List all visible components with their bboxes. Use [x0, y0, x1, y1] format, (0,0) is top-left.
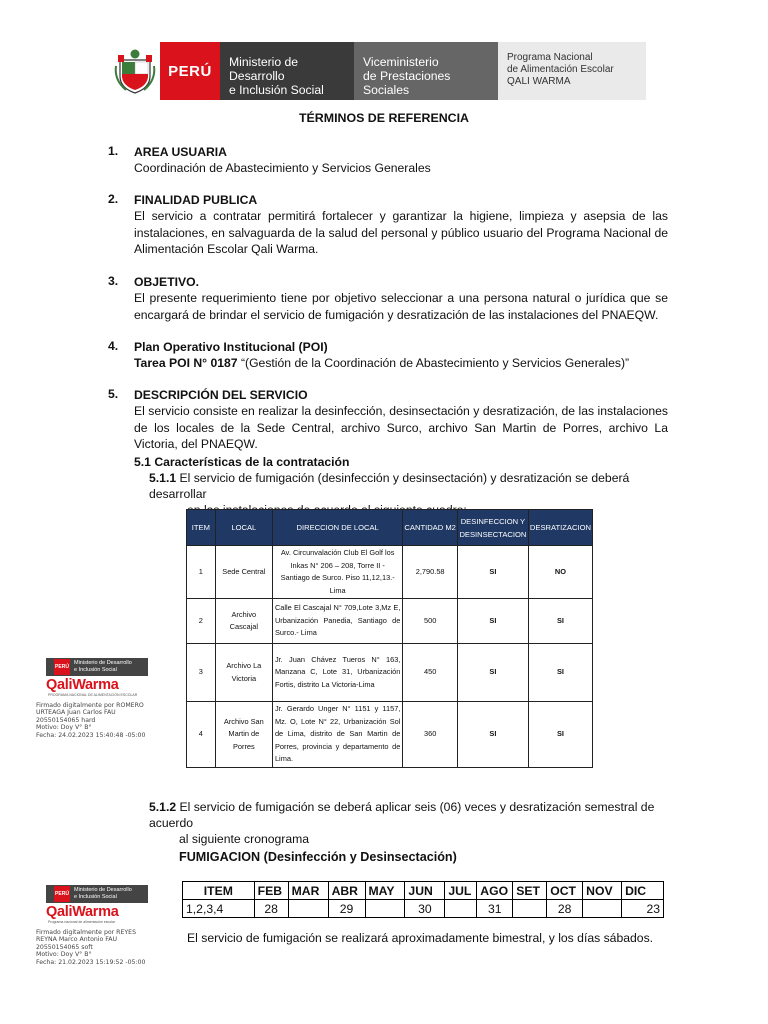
table-header: DESINFECCION Y DESINSECTACION	[457, 510, 528, 546]
cell-desratizacion: NO	[528, 546, 592, 599]
cell-desratizacion: SI	[528, 599, 592, 644]
cell-m2: 2,790.58	[403, 546, 458, 599]
schedule-header: ITEM	[183, 882, 255, 900]
schedule-header: DIC	[622, 882, 664, 900]
header-banner	[108, 42, 648, 100]
schedule-header: MAY	[365, 882, 405, 900]
section-body: El presente requerimiento tiene por objetivo seleccionar a una persona natural o jurídica que se encargará de brindar el servicio de fumigación y desratización de las instalaciones del PNAEQW.	[134, 291, 668, 322]
fumigacion-title: FUMIGACION (Desinfección y Desinsectación)	[179, 850, 457, 864]
section-poi	[108, 339, 668, 372]
section-descripcion	[108, 387, 668, 453]
section-number: 4.	[108, 339, 119, 353]
schedule-header-row	[183, 882, 664, 900]
signature-line: REYNA Marco Antonio FAU	[36, 936, 118, 944]
cell-m2: 450	[403, 644, 458, 702]
cell-item: 4	[187, 702, 216, 768]
section-body: Coordinación de Abastecimiento y Servicios Generales	[134, 161, 431, 175]
schedule-header: FEB	[254, 882, 288, 900]
paragraph-line-1: El servicio de fumigación se deberá aplicar seis (06) veces y desratización semestral de acuerdo	[149, 800, 655, 830]
program-line-2: de Alimentación Escolar	[507, 64, 614, 75]
section-body	[134, 355, 668, 372]
paragraph-line-2: al siguiente cronograma	[179, 832, 310, 846]
table-header: DESRATIZACION	[528, 510, 592, 546]
stamp-ministry-text	[74, 660, 132, 673]
program-line-1: Programa Nacional	[507, 52, 593, 63]
ministry-line-2: e Inclusión Social	[229, 83, 324, 97]
cell-direccion: Jr. Juan Chávez Tueros N° 163, Manzana C, Lote 31, Urbanización Fortis, distrito La Victoria-Lima	[272, 644, 402, 702]
section-area-usuaria	[108, 144, 668, 177]
schedule-header: ABR	[328, 882, 365, 900]
poi-task-description: “(Gestión de la Coordinación de Abastecimiento y Servicios Generales)”	[237, 356, 630, 370]
schedule-header: SET	[513, 882, 547, 900]
signature-details	[36, 929, 146, 966]
paragraph-5-1-2	[149, 799, 663, 847]
schedule-cell: 31	[477, 900, 513, 918]
section-heading: AREA USUARIA	[134, 145, 227, 159]
section-heading: DESCRIPCIÓN DEL SERVICIO	[134, 388, 308, 402]
signature-line: Firmado digitalmente por REYES	[36, 929, 136, 936]
schedule-cell: 23	[622, 900, 664, 918]
stamp-ministry-line: Ministerio de Desarrollo	[74, 887, 132, 893]
schedule-header: JUL	[445, 882, 477, 900]
signature-details	[36, 702, 146, 739]
program-line-3: QALI WARMA	[507, 76, 571, 87]
schedule-cell: 1,2,3,4	[183, 900, 255, 918]
schedule-cell: 28	[547, 900, 583, 918]
cell-desratizacion: SI	[528, 644, 592, 702]
schedule-cell: 30	[405, 900, 445, 918]
program-block	[498, 42, 646, 100]
cell-desinfeccion: SI	[457, 644, 528, 702]
digital-signature-stamp	[36, 885, 146, 966]
stamp-brand: PERÚ	[54, 886, 70, 902]
locales-table	[186, 509, 593, 768]
viceministry-block	[354, 42, 498, 100]
table-row	[187, 702, 593, 768]
signature-line: Firmado digitalmente por ROMERO	[36, 702, 144, 709]
signature-line: URTEAGA Juan Carlos FAU	[36, 709, 116, 717]
schedule-header: MAR	[288, 882, 328, 900]
table-header: CANTIDAD M2	[403, 510, 458, 546]
cell-local: Archivo San Martin de Porres	[215, 702, 272, 768]
closing-note: El servicio de fumigación se realizará aproximadamente bimestral, y los días sábados.	[187, 931, 654, 945]
cell-desinfeccion: SI	[457, 546, 528, 599]
schedule-cell	[583, 900, 622, 918]
qaliwarma-logo: QaliWarma	[46, 904, 119, 920]
schedule-cell	[513, 900, 547, 918]
schedule-header: NOV	[583, 882, 622, 900]
table-header: DIRECCION DE LOCAL	[272, 510, 402, 546]
cell-local: Sede Central	[215, 546, 272, 599]
viceministry-line-1: Viceministerio	[363, 55, 439, 69]
table-header: LOCAL	[215, 510, 272, 546]
qaliwarma-logo: QaliWarma	[46, 677, 119, 693]
cell-item: 2	[187, 599, 216, 644]
cell-desinfeccion: SI	[457, 599, 528, 644]
schedule-cell: 29	[328, 900, 365, 918]
table-header: ITEM	[187, 510, 216, 546]
table-header-row	[187, 510, 593, 546]
schedule-header: JUN	[405, 882, 445, 900]
signature-line: Motivo: Doy V° B°	[36, 951, 92, 959]
cell-local: Archivo Cascajal	[215, 599, 272, 644]
cell-local: Archivo La Victoria	[215, 644, 272, 702]
schedule-row	[183, 900, 664, 918]
table-row	[187, 599, 593, 644]
section-heading: FINALIDAD PUBLICA	[134, 193, 258, 207]
peru-brand: PERÚ	[160, 42, 220, 100]
poi-task-code: Tarea POI N° 0187	[134, 356, 238, 370]
stamp-brand: PERÚ	[54, 659, 70, 675]
cell-item: 3	[187, 644, 216, 702]
schedule-cell: 28	[254, 900, 288, 918]
subsection-title: 5.1 Características de la contratación	[134, 455, 350, 469]
ministry-line-1: Ministerio de Desarrollo	[229, 55, 299, 83]
schedule-header: OCT	[547, 882, 583, 900]
signature-line: Motivo: Doy V° B°	[36, 724, 92, 732]
cell-direccion: Jr. Gerardo Unger N° 1151 y 1157, Mz. O, Lote N° 22, Urbanización Sol de Lima, distrito de San Martin de Porres, provincia y departamento de Lima.	[272, 702, 402, 768]
coat-of-arms-icon	[112, 46, 158, 96]
stamp-ministry-bar	[46, 658, 148, 676]
signature-line: 20550154065 hard	[36, 716, 96, 724]
paragraph-line-1: El servicio de fumigación (desinfección y desinsectación) y desratización se deberá desarrollar	[149, 471, 630, 501]
schedule-cell	[445, 900, 477, 918]
viceministry-line-2: de Prestaciones Sociales	[363, 69, 451, 97]
schedule-cell	[365, 900, 405, 918]
stamp-ministry-line: Ministerio de Desarrollo	[74, 660, 132, 666]
stamp-tagline: PROGRAMA NACIONAL DE ALIMENTACIÓN ESCOLAR	[48, 693, 138, 697]
ministry-block	[220, 42, 354, 100]
stamp-tagline: Programa nacional de alimentación escolar	[48, 920, 116, 924]
schedule-cell	[288, 900, 328, 918]
schedule-table	[182, 881, 664, 918]
paragraph-label: 5.1.1	[149, 471, 177, 485]
signature-line: 20550154065 soft	[36, 943, 93, 951]
section-number: 2.	[108, 192, 119, 206]
cell-direccion: Calle El Cascajal N° 709,Lote 3,Mz E, Urbanización Panedia, Santiago de Surco.- Lima	[272, 599, 402, 644]
section-finalidad	[108, 192, 668, 258]
section-heading: OBJETIVO.	[134, 275, 200, 289]
signature-line: Fecha: 24.02.2023 15:40:48 -05:00	[36, 731, 146, 739]
table-row	[187, 644, 593, 702]
section-number: 5.	[108, 387, 119, 401]
stamp-ministry-line: e Inclusión Social	[74, 666, 117, 673]
section-body: El servicio a contratar permitirá fortalecer y garantizar la higiene, limpieza y asepsia de las instalaciones, en salvaguarda de la salud del personal y público usuario del Programa Nacional de Alimentación Escolar Qali Warma.	[134, 209, 668, 256]
cell-desratizacion: SI	[528, 702, 592, 768]
document-title: TÉRMINOS DE REFERENCIA	[298, 111, 470, 125]
table-row	[187, 546, 593, 599]
paragraph-label: 5.1.2	[149, 800, 177, 814]
stamp-ministry-text	[74, 887, 132, 900]
stamp-ministry-line: e Inclusión Social	[74, 893, 117, 900]
section-body: El servicio consiste en realizar la desinfección, desinsectación y desratización, de las instalaciones de los locales de la Sede Central, archivo Surco, archivo San Martin de Porres, archivo La Victoria, del PNAEQW.	[134, 404, 668, 451]
section-heading: Plan Operativo Institucional (POI)	[134, 340, 328, 354]
cell-m2: 500	[403, 599, 458, 644]
cell-m2: 360	[403, 702, 458, 768]
section-number: 3.	[108, 274, 119, 288]
digital-signature-stamp	[36, 658, 146, 739]
schedule-header: AGO	[477, 882, 513, 900]
cell-direccion: Av. Circunvalación Club El Golf los Inkas N° 206 – 208, Torre II - Santiago de Surco. Piso 11,12,13.- Lima	[272, 546, 402, 599]
cell-desinfeccion: SI	[457, 702, 528, 768]
stamp-ministry-bar	[46, 885, 148, 903]
section-number: 1.	[108, 144, 119, 158]
section-objetivo	[108, 274, 668, 323]
signature-line: Fecha: 21.02.2023 15:19:52 -05:00	[36, 958, 146, 966]
cell-item: 1	[187, 546, 216, 599]
